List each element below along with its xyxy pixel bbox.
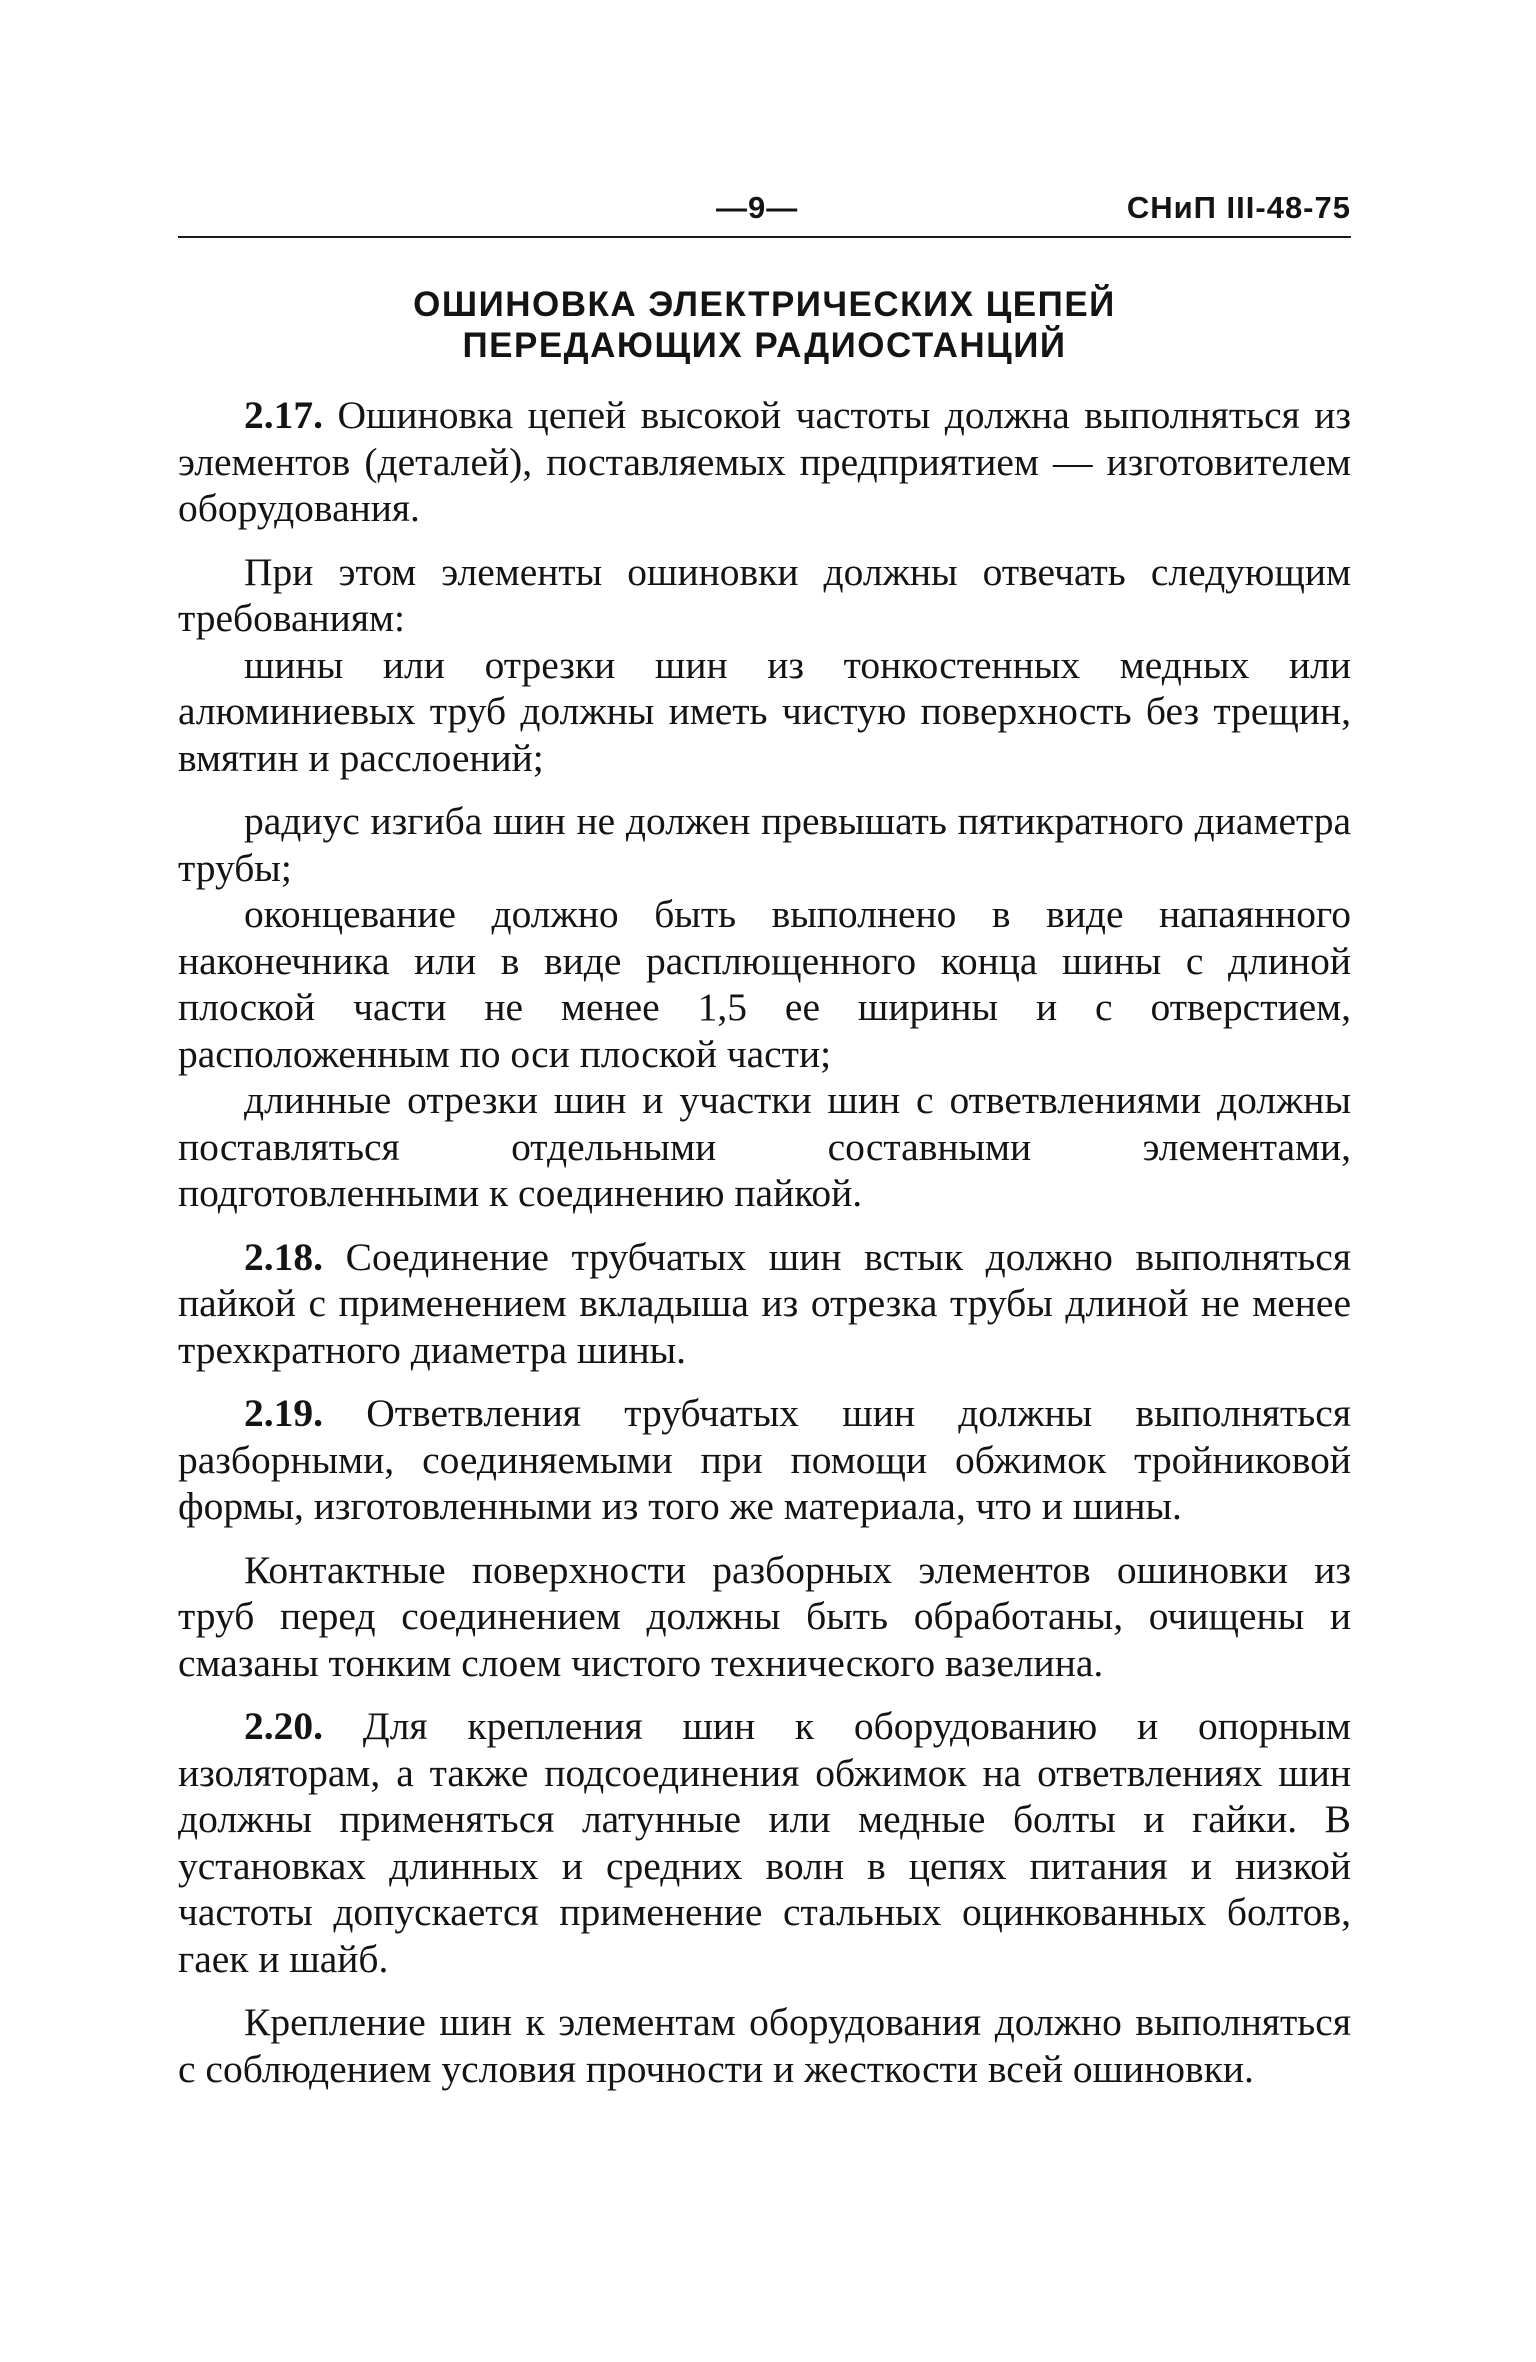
section-title-line-1: ОШИНОВКА ЭЛЕКТРИЧЕСКИХ ЦЕПЕЙ (413, 285, 1116, 324)
page-header (178, 190, 1351, 246)
document-code: СНиП III-48-75 (1126, 190, 1351, 225)
clause-2-19 (178, 1390, 1351, 1530)
clause-text: Ответвления трубчатых шин должны выполняться разборными, соединяемыми при помощи обжимок тройниковой формы, изготовленными из того же материала, что и шины. (178, 1391, 1352, 1528)
body-text (178, 392, 1351, 2092)
requirement-item: шины или отрезки шин из тонкостенных медных или алюминиевых труб должны иметь чистую поверхность без трещин, вмятин и расслоений; (178, 642, 1351, 780)
section-title (178, 284, 1351, 366)
clause-text: Соединение трубчатых шин встык должно выполняться пайкой с применением вкладыша из отрезка трубы длиной не менее трехкратного диаметра шины. (178, 1234, 1351, 1372)
clause-text: Ошиновка цепей высокой частоты должна выполняться из элементов (деталей), поставляемых предприятием — изготовителем оборудования. (178, 393, 1352, 530)
requirements-intro: При этом элементы ошиновки должны отвечать следующим требованиям: (178, 549, 1351, 640)
header-divider (178, 236, 1351, 238)
requirement-item: радиус изгиба шин не должен превышать пятикратного диаметра трубы; (178, 799, 1351, 890)
clause-2-18 (178, 1234, 1351, 1374)
section-title-line-2: ПЕРЕДАЮЩИХ РАДИОСТАНЦИЙ (462, 326, 1067, 365)
clause-text: Для крепления шин к оборудованию и опорным изоляторам, а также подсоединения обжимок на ответвлениях шин должны применяться латунные или медные болты и гайки. В установках длинных и средних волн в цепях питания и низкой частоты допускается применение стальных оцинкованных болтов, гаек и шайб. (178, 1704, 1352, 1981)
clause-number: 2.18. (244, 1234, 323, 1279)
clause-number: 2.19. (244, 1391, 323, 1435)
fastening-paragraph: Крепление шин к элементам оборудования должно выполняться с соблюдением условия прочности и жесткости всей ошиновки. (178, 2000, 1351, 2091)
clause-number: 2.17. (244, 393, 323, 437)
document-page (178, 190, 1351, 2092)
clause-2-17 (178, 392, 1351, 532)
clause-2-20 (178, 1703, 1351, 1982)
requirement-item: длинные отрезки шин и участки шин с ответвлениями должны поставляться отдельными составными элементами, подготовленными к соединению пайкой. (178, 1078, 1351, 1215)
page-number: —9— (716, 190, 799, 225)
requirement-item: оконцевание должно быть выполнено в виде напаянного наконечника или в виде расплющенного конца шины с длиной плоской части не менее 1,5 ее ширины и с отверстием, расположенным по оси плоской части; (178, 892, 1351, 1076)
clause-number: 2.20. (244, 1704, 323, 1748)
contact-surfaces-paragraph: Контактные поверхности разборных элементов ошиновки из труб перед соединением должны быть обработаны, очищены и смазаны тонким слоем чистого технического вазелина. (178, 1547, 1351, 1685)
